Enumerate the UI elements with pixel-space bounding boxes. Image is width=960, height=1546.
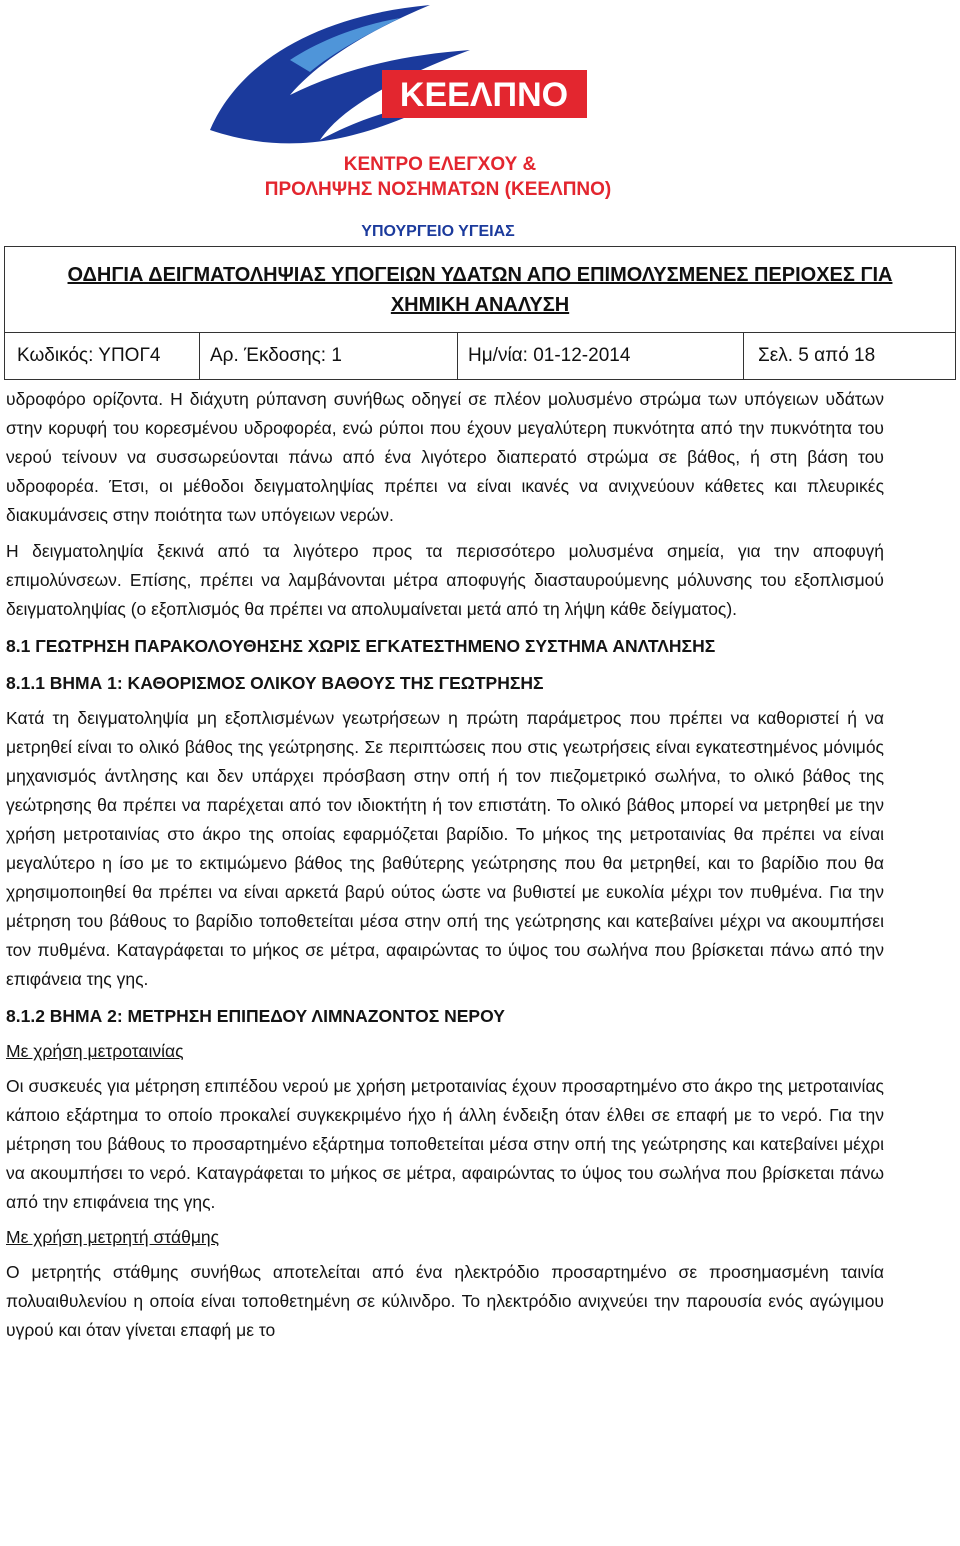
subheading-tape: Με χρήση μετροταινίας [6, 1041, 184, 1061]
logo-line1: ΚΕΝΤΡΟ ΕΛΕΓΧΟΥ & [343, 154, 537, 175]
title-line-2: ΧΗΜΙΚΗ ΑΝΑΛΥΣΗ [390, 293, 570, 316]
organization-logo [170, 0, 730, 246]
paragraph-5: Ο μετρητής στάθμης συνήθως αποτελείται από ένα ηλεκτρόδιο προσαρτημένο σε προσημασμένη ταινία πολυαιθυλενίου η οποία είναι τοποθετημένη σε κύλινδρο. Το ηλεκτρόδιο ανιχνεύει την παρουσία ενός αγώγιμου υγρού και όταν γίνεται επαφή με το [6, 1262, 884, 1340]
logo-acronym: ΚΕΕΛΠΝΟ [399, 76, 569, 114]
title-line-1: ΟΔΗΓΙΑ ΔΕΙΓΜΑΤΟΛΗΨΙΑΣ ΥΠΟΓΕΙΩΝ ΥΔΑΤΩΝ ΑΠΟ ΕΠΙΜΟΛΥΣΜΕΝΕΣ ΠΕΡΙΟΧΕΣ ΓΙΑ [67, 263, 893, 286]
document-body [6, 385, 884, 1345]
paragraph-1: υδροφόρο ορίζοντα. Η διάχυτη ρύπανση συνήθως οδηγεί σε πλέον μολυσμένο στρώμα των υπόγειων υδάτων στην κορυφή του κορεσμένου υδροφορέα, ενώ ρύποι που έχουν μεγαλύτερη πυκνότητα από την πυκνότητα του νερού τείνουν να συσσωρεύονται πάνω από ένα λιγότερο διαπερατό στρώμα σε βάθος, ή στη βάση του υδροφορέα. Έτσι, οι μέθοδοι δειγματοληψίας πρέπει να είναι ικανές να ανιχνεύουν κάθετες και πλευρικές διακυμάνσεις στην ποιότητα των υπόγειων νερών. [6, 389, 884, 525]
page-number: Σελ. 5 από 18 [758, 345, 876, 366]
logo-line2: ΠΡΟΛΗΨΗΣ ΝΟΣΗΜΑΤΩΝ (ΚΕΕΛΠΝΟ) [264, 179, 612, 200]
document-code: Κωδικός: ΥΠΟΓ4 [5, 333, 200, 379]
section-heading-8-1: 8.1 ΓΕΩΤΡΗΣΗ ΠΑΡΑΚΟΛΟΥΘΗΣΗΣ ΧΩΡΙΣ ΕΓΚΑΤΕΣΤΗΜΕΝΟ ΣΥΣΤΗΜΑ ΑΝΛΤΛΗΣΗΣ [6, 636, 716, 656]
header-meta-row [5, 333, 955, 379]
document-title [5, 247, 955, 333]
version-number: Αρ. Έκδοσης: 1 [200, 333, 458, 379]
paragraph-4: Οι συσκευές για μέτρηση επιπέδου νερού με χρήση μετροταινίας έχουν προσαρτημένο στο άκρο της μετροταινίας κάποιο εξάρτημα το οποίο προκαλεί συγκεκριμένο ήχο ή άλλη ένδειξη όταν έλθει σε επαφή με το νερό. Για την μέτρηση του βάθους το προσαρτημένο εξάρτημα τοποθετείται μέσα στην οπή της γεώτρησης και κατεβαίνει μέχρι να ακουμπήσει το νερό. Καταγράφεται το μήκος σε μέτρα, αφαιρώντας το ύψος του σωλήνα που βρίσκεται πάνω από την επιφάνεια της γης. [6, 1076, 884, 1212]
paragraph-2: Η δειγματοληψία ξεκινά από τα λιγότερο προς τα περισσότερο μολυσμένα σημεία, για την αποφυγή επιμολύνσεων. Επίσης, πρέπει να λαμβάνονται μέτρα αποφυγής διασταυρούμενης μόλυνσης του εξοπλισμού δειγματοληψίας (ο εξοπλισμός θα πρέπει να απολυμαίνεται μετά από τη λήψη κάθε δείγματος). [6, 541, 884, 619]
section-heading-8-1-1: 8.1.1 ΒΗΜΑ 1: ΚΑΘΟΡΙΣΜΟΣ ΟΛΙΚΟΥ ΒΑΘΟΥΣ ΤΗΣ ΓΕΩΤΡΗΣΗΣ [6, 673, 544, 693]
document-date: Ημ/νία: 01-12-2014 [458, 333, 744, 379]
paragraph-3: Κατά τη δειγματοληψία μη εξοπλισμένων γεωτρήσεων η πρώτη παράμετρος που πρέπει να καθοριστεί ή να μετρηθεί είναι το ολικό βάθος της γεώτρησης. Σε περιπτώσεις που στις γεωτρήσεις είναι εγκατεστημένος μόνιμός μηχανισμός άντλησης και δεν υπάρχει πρόσβαση στην οπή ή τον πιεζομετρικό σωλήνα, το ολικό βάθος της γεώτρησης θα πρέπει να παρέχεται από τον ιδιοκτήτη ή τον επιστάτη. Το ολικό βάθος μπορεί να μετρηθεί με την χρήση μετροταινίας στο άκρο της οποίας εφαρμόζεται βαρίδιο. Το μήκος της μετροταινίας θα πρέπει να είναι μεγαλύτερο η ίσο με το εκτιμώμενο βάθος της βαθύτερης γεώτρησης που θα μετρηθεί, και το βαρίδιο που θα χρησιμοποιηθεί θα πρέπει να είναι αρκετά βαρύ ούτος ώστε να βυθιστεί με ευκολία μέχρι τον πυθμένα. Για την μέτρηση του βάθους το βαρίδιο τοποθετείται μέσα στην οπή της γεώτρησης και κατεβαίνει μέχρι να ακουμπήσει τον πυθμένα. Καταγράφεται το μήκος σε μέτρα, αφαιρώντας το ύψος του σωλήνα που βρίσκεται πάνω από την επιφάνεια της γης. [6, 708, 884, 989]
section-heading-8-1-2: 8.1.2 ΒΗΜΑ 2: ΜΕΤΡΗΣΗ ΕΠΙΠΕΔΟΥ ΛΙΜΝΑΖΟΝΤΟΣ ΝΕΡΟΥ [6, 1006, 505, 1026]
document-header [4, 246, 956, 380]
logo-ministry: ΥΠΟΥΡΓΕΙΟ ΥΓΕΙΑΣ [361, 223, 515, 240]
subheading-level-meter: Με χρήση μετρητή στάθμης [6, 1227, 220, 1247]
